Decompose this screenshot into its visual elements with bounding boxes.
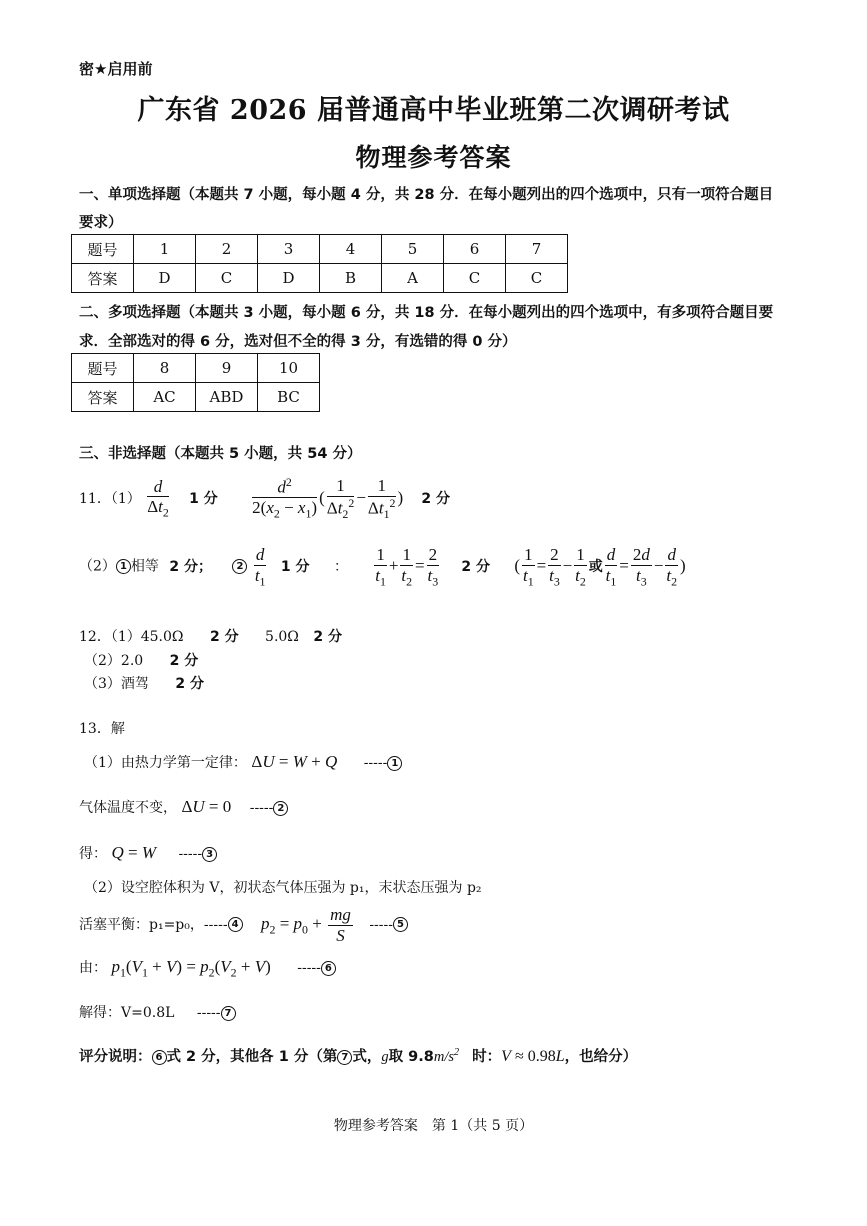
- table-cell: 4: [320, 235, 382, 264]
- dashes: -----: [363, 755, 388, 771]
- table-cell: C: [506, 264, 568, 293]
- table-cell: 3: [258, 235, 320, 264]
- scoring-text-c: 式，: [352, 1049, 382, 1065]
- q13-formula-6: $p_1(V_1 + V) = p_2(V_2 + V)$: [111, 957, 271, 980]
- table-cell: 2: [196, 235, 258, 264]
- table-cell: 题号: [72, 354, 134, 383]
- section1-heading-cont: 要求）: [79, 215, 123, 231]
- scoring-label: 评分说明：: [79, 1049, 152, 1065]
- section2-heading-cont: 求．全部选对的得 6 分，选对但不全的得 3 分，有选错的得 0 分）: [79, 334, 517, 350]
- page-title: 物理参考答案: [355, 143, 512, 172]
- table-cell: D: [258, 264, 320, 293]
- q11-formula-2: $\frac{d^2}{2(x_2 - x_1)}$ ( $\frac{1}{\Delta t_2^2}$ − $\frac{1}{\Delta t_1^2}$ ): [252, 475, 408, 521]
- scoring-text-d: 取 9.8: [388, 1049, 434, 1065]
- circle-number-icon: 2: [273, 801, 288, 816]
- dashes: -----: [297, 960, 321, 976]
- q11-formula-1: $\frac{d}{\Delta t_2}$: [147, 476, 169, 520]
- table-cell: 6: [444, 235, 506, 264]
- q13-formula-2: ΔU = 0: [181, 797, 232, 816]
- q11-part2-points-1: 2 分；: [169, 558, 212, 575]
- q13-step-1: [84, 752, 402, 772]
- dashes: -----: [178, 846, 203, 862]
- q11-points-1: 1 分: [189, 490, 218, 507]
- dashes: -----: [203, 916, 228, 933]
- section2-heading: 二、多项选择题（本题共 3 小题，每小题 6 分，共 18 分．在每小题列出的四个选项中，有多项符合题目要: [79, 305, 774, 321]
- q11-part2: （2） 1 相等 2 分； 2 $\frac{d}{t_1}$ 1 分 ： $\frac{1}{t_1}$ + $\frac{1}{t_2}$ = $\frac{2}{t_3}$ 2 分 ( $\frac{1}{t_1}$ = $\frac{2}{t_3}$ − $\frac{1}{t_2}$ 或 $\frac{d}{t_1}$ = $\frac{2d}{t_3}$ − $\frac{d}{t_2}$ ): [79, 545, 686, 588]
- q11-part2-label: （2）: [79, 558, 116, 575]
- q12-line-2: [84, 650, 198, 670]
- section2-answer-table: [71, 353, 320, 412]
- q13-step-6-text: 由：: [79, 960, 107, 976]
- circle-number-icon: 3: [202, 847, 217, 862]
- q12-answer-1: 12．（1）45.0Ω: [79, 629, 184, 645]
- q12-points-1b: 2 分: [313, 629, 342, 645]
- q13-step-2: [79, 797, 288, 817]
- table-cell: 9: [196, 354, 258, 383]
- q13-step-7: [79, 1002, 236, 1022]
- page-footer: 物理参考答案 第 1（共 5 页）: [333, 1118, 534, 1134]
- circle-number-icon: 6: [152, 1050, 167, 1065]
- table-cell: 10: [258, 354, 320, 383]
- table-row: [72, 383, 320, 412]
- table-cell: B: [320, 264, 382, 293]
- table-cell: 5: [382, 235, 444, 264]
- table-cell: AC: [134, 383, 196, 412]
- section1-heading: 一、单项选择题（本题共 7 小题，每小题 4 分，共 28 分．在每小题列出的四个选项中，只有一项符合题目: [79, 187, 774, 203]
- dashes: -----: [369, 916, 393, 933]
- table-cell: C: [196, 264, 258, 293]
- table-cell: C: [444, 264, 506, 293]
- q12-points-1: 2 分: [209, 629, 239, 645]
- q13-step-2-text: 气体温度不变，: [79, 800, 177, 816]
- table-cell: ABD: [196, 383, 258, 412]
- dashes: -----: [196, 1005, 221, 1021]
- circle-number-icon: 5: [393, 917, 408, 932]
- q13-step-3-text: 得：: [79, 846, 107, 862]
- table-cell: 题号: [72, 235, 134, 264]
- table-cell: A: [382, 264, 444, 293]
- q11-formula-3: $\frac{d}{t_1}$: [254, 545, 266, 588]
- q12-line-3: [84, 673, 204, 693]
- q13-step-1-text: （1）由热力学第一定律：: [84, 755, 247, 771]
- dashes: -----: [249, 800, 274, 816]
- scoring-text-f: ，也给分）: [564, 1049, 638, 1065]
- scoring-note: 评分说明： 6 式 2 分，其他各 1 分（第 7 式，g取 $9.8m/s^2$ 时：V ≈ 0.98L，也给分）: [79, 1047, 638, 1065]
- q13-step-3: [79, 843, 217, 863]
- q11-part2-points-2: 1 分: [280, 558, 310, 575]
- table-cell: 1: [134, 235, 196, 264]
- q11-points-2: 2 分: [421, 490, 451, 507]
- table-row: [72, 264, 568, 293]
- q12-answer-3: （3）酒驾: [84, 676, 149, 692]
- circle-number-icon: 1: [387, 756, 402, 771]
- q11-formula-4: $\frac{1}{t_1}$ + $\frac{1}{t_2}$ = $\frac{2}{t_3}$: [375, 545, 439, 588]
- q13-formula-3: Q = W: [111, 843, 156, 862]
- q11-label: 11．（1）: [79, 490, 141, 507]
- table-cell: 答案: [72, 383, 134, 412]
- q12-points-2: 2 分: [169, 653, 199, 669]
- scoring-text-b: 式 2 分，其他各 1 分（第: [166, 1049, 338, 1065]
- circle-number-icon: 2: [232, 559, 247, 574]
- table-cell: 8: [134, 354, 196, 383]
- table-cell: BC: [258, 383, 320, 412]
- q13-label: 13．解: [79, 721, 125, 737]
- q11-formula-5: ( $\frac{1}{t_1}$ = $\frac{2}{t_3}$ − $\frac{1}{t_2}$ 或 $\frac{d}{t_1}$ = $\frac{2d}{t_3}$ − $\frac{d}{t_2}$ ): [514, 545, 686, 588]
- circle-number-icon: 7: [337, 1050, 352, 1065]
- circle-number-icon: 6: [321, 961, 336, 976]
- circle-number-icon: 7: [221, 1006, 236, 1021]
- table-cell: 答案: [72, 264, 134, 293]
- q13-step-7-text: 解得：V=0.8L: [79, 1005, 175, 1021]
- table-cell: D: [134, 264, 196, 293]
- scoring-text-e: 时：: [472, 1049, 502, 1065]
- table-row: [72, 354, 320, 383]
- q12-points-3: 2 分: [175, 676, 204, 692]
- q11-part1: [79, 476, 450, 521]
- circle-number-icon: 4: [228, 917, 243, 932]
- q11-part2-text: 相等: [130, 558, 159, 575]
- q13-formula-1: ΔU = W + Q: [251, 752, 338, 771]
- section1-answer-table: [71, 234, 568, 293]
- q12-answer-1b: 5.0Ω: [265, 629, 299, 645]
- q13-step-6: [79, 957, 336, 980]
- section3-heading: 三、非选择题（本题共 5 小题，共 54 分）: [79, 446, 362, 462]
- q12-answer-2: （2）2.0: [84, 653, 144, 669]
- q13-step-5-text: 活塞平衡：p₁=p₀，: [79, 916, 204, 933]
- q13-step-4: （2）设空腔体积为 V，初状态气体压强为 p₁，末状态压强为 p₂: [84, 880, 482, 896]
- q12-line-1: [79, 626, 342, 646]
- q11-part2-points-3: 2 分: [461, 558, 490, 575]
- q11-or: 或: [588, 558, 603, 575]
- circle-number-icon: 1: [116, 559, 131, 574]
- exam-title: 广东省 2026 届普通高中毕业班第二次调研考试: [137, 95, 730, 126]
- q13-formula-5: $p_2 = p_0$ + $\frac{mg}{S}$: [261, 905, 351, 945]
- q13-step-5: [79, 905, 408, 945]
- table-cell: 7: [506, 235, 568, 264]
- table-row: [72, 235, 568, 264]
- confidential-mark: 密★启用前: [79, 60, 153, 78]
